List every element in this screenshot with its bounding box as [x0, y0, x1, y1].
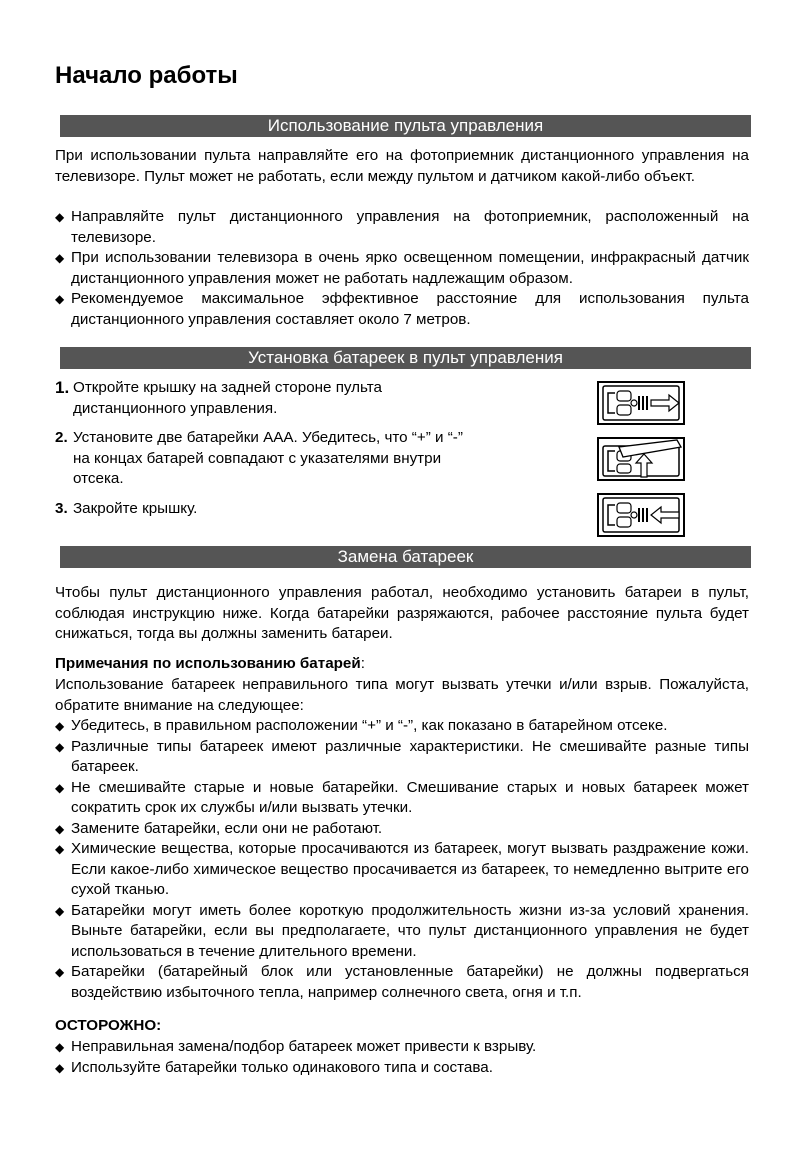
list-item: ◆ Батарейки (батарейный блок или установленные батарейки) не должны подвергаться воздействию избыточного тепла, например солнечного света, огня и т.п. [55, 963, 749, 1001]
install-steps [55, 378, 475, 519]
replace-intro: Чтобы пульт дистанционного управления работал, необходимо установить батареи в пульт, соблюдая инструкцию ниже. Когда батарейки разряжаются, рабочее расстояние пульта будет снижаться, тогда вы должны заменить батареи. [55, 584, 749, 642]
bullet-icon: ◆ [55, 780, 65, 795]
list-item: ◆ Замените батарейки, если они не работают. [55, 819, 749, 840]
list-item: ◆ Используйте батарейки только одинакового типа и состава. [55, 1058, 749, 1079]
list-item: ◆ Химические вещества, которые просачиваются из батареек, могут вызвать раздражение кожи. Если какое-либо химическое вещество просачивается из батареек, то немедленно вытрите его сухой тканью. [55, 840, 749, 898]
list-item: ◆ Рекомендуемое максимальное эффективное расстояние для использования пульта дистанционного управления составляет около 7 метров. [55, 290, 749, 328]
list-item: ◆ Различные типы батареек имеют различные характеристики. Не смешивайте разные типы батареек. [55, 737, 749, 775]
step-number: 2. [55, 429, 68, 446]
list-item: ◆ Неправильная замена/подбор батареек может привести к взрыву. [55, 1037, 749, 1058]
step-item: 3. Закройте крышку. [55, 499, 475, 520]
list-item: ◆ Батарейки могут иметь более короткую продолжительность жизни из-за условий хранения. Выньте батарейки, если вы предполагаете, что пульт дистанционного управления не будет использоваться в течение длительного времени. [55, 901, 749, 960]
list-item: ◆ Направляйте пульт дистанционного управления на фотоприемник, расположенный на телевизоре. [55, 208, 749, 246]
list-item: ◆ Убедитесь, в правильном расположении “+” и “-”, как показано в батарейном отсеке. [55, 716, 749, 737]
list-item: ◆ Не смешивайте старые и новые батарейки. Смешивание старых и новых батареек может сократить срок их службы и/или вызвать утечки. [55, 778, 749, 816]
bullet-icon: ◆ [55, 251, 65, 265]
bullet-icon: ◆ [55, 1060, 65, 1075]
bullet-icon: ◆ [55, 1040, 65, 1054]
bullet-icon: ◆ [55, 821, 65, 836]
caution-bullet-list [55, 1037, 749, 1078]
bullet-icon: ◆ [55, 965, 65, 979]
battery-cover-close-figure [597, 493, 685, 537]
bullet-icon: ◆ [55, 292, 65, 306]
step-number: 1. [55, 378, 70, 397]
remote-bullet-list [55, 207, 749, 330]
battery-cover-open-figure [597, 381, 685, 425]
step-item: 2. Установите две батарейки AAA. Убедитесь, что “+” и “-” на концах батарей совпадают с указателями внутри отсека. [55, 429, 463, 487]
battery-insert-figure [597, 437, 685, 481]
bullet-icon: ◆ [55, 842, 65, 856]
step-item: 1. Откройте крышку на задней стороне пульта дистанционного управления. [55, 378, 382, 417]
bullet-icon: ◆ [55, 210, 65, 224]
bullet-icon: ◆ [55, 903, 65, 918]
section-heading-remote: Использование пульта управления [60, 115, 751, 137]
notes-heading: Примечания по использованию батарей: [55, 655, 365, 672]
bullet-icon: ◆ [55, 719, 65, 733]
caution-heading: ОСТОРОЖНО: [55, 1017, 162, 1034]
notes-intro: Использование батареек неправильного типа могут вызвать утечки и/или взрыв. Пожалуйста, обратите внимание на следующее: [55, 676, 749, 714]
section-heading-install: Установка батареек в пульт управления [60, 347, 751, 369]
bullet-icon: ◆ [55, 739, 65, 754]
list-item: ◆ При использовании телевизора в очень ярко освещенном помещении, инфракрасный датчик дистанционного управления может не работать надлежащим образом. [55, 249, 749, 287]
notes-bullet-list [55, 716, 749, 1003]
remote-intro: При использовании пульта направляйте его на фотоприемник дистанционного управления на телевизоре. Пульт может не работать, если между пультом и датчиком какой-либо объект. [55, 147, 749, 185]
section-heading-replace: Замена батареек [60, 546, 751, 568]
page-title: Начало работы [55, 62, 238, 89]
step-number: 3. [55, 499, 68, 517]
